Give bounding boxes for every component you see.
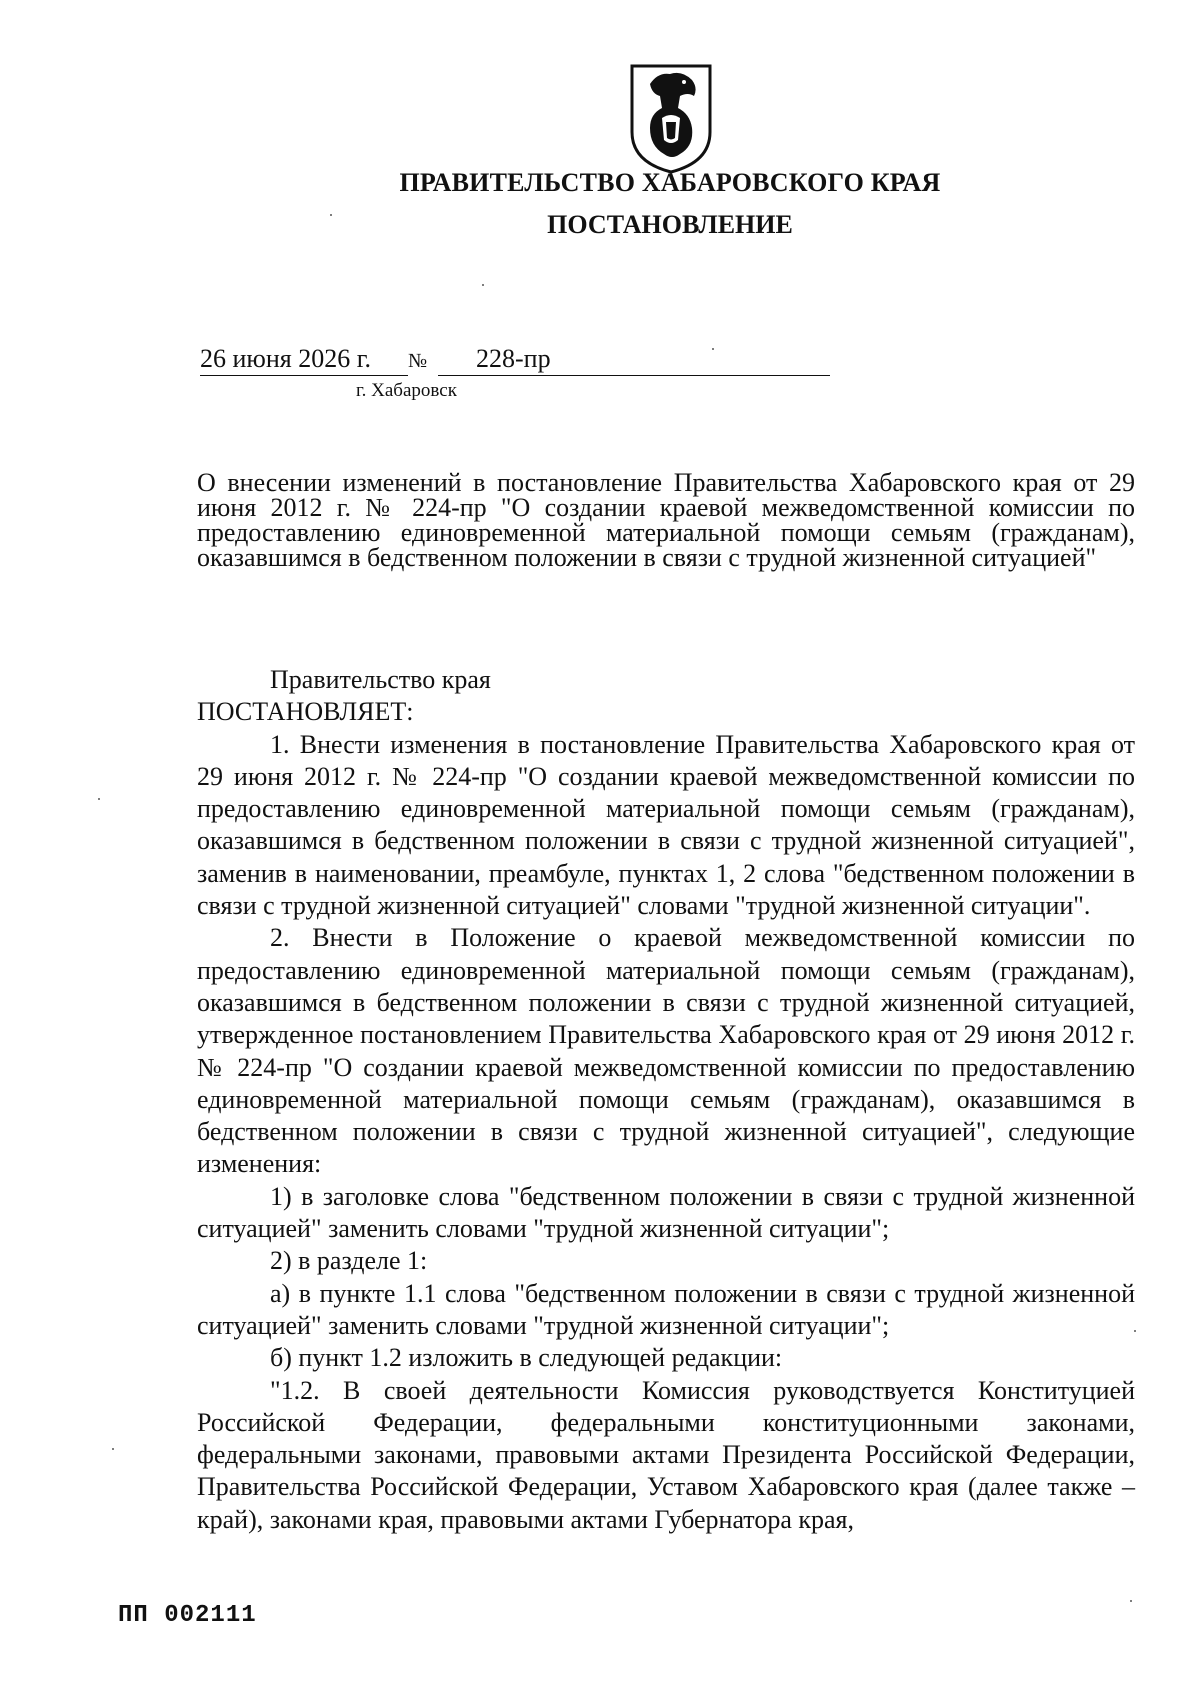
scan-speck [112,1448,114,1450]
paragraph-2-2-a: а) в пункте 1.1 слова "бедственном положении в связи с трудной жизненной ситуацией" заменить словами "трудной жизненной ситуации"; [197,1278,1135,1340]
organization-title: ПРАВИТЕЛЬСТВО ХАБАРОВСКОГО КРАЯ [399,168,941,197]
date-underline [200,375,408,376]
document-date: 26 июня 2026 г. [200,344,371,373]
decree-word: ПОСТАНОВЛЯЕТ: [197,697,414,727]
document-subject: О внесении изменений в постановление Правительства Хабаровского края от 29 июня 2012 г. № 224-пр "О создании краевой межведомственной комиссии по предоставлению единовременной материальной помощи семьям (гражданам), оказавшимся в бедственном положении в связи с трудной жизненной ситуацией" [197,468,1135,572]
scan-speck [1130,1600,1132,1602]
number-underline [438,375,830,376]
scan-speck [98,798,100,800]
scan-speck [1134,1330,1136,1332]
scan-speck [712,348,714,350]
registration-line [200,344,551,374]
document-body [197,664,1135,1536]
body-lead: Правительство края [270,665,491,694]
paragraph-2-2: 2) в разделе 1: [270,1246,428,1276]
document-number: 228-пр [476,344,551,373]
paragraph-2-2-b: б) пункт 1.2 изложить в следующей редакции: [270,1343,783,1373]
paragraph-2: 2. Внести в Положение о краевой межведомственной комиссии по предоставлению единовременной материальной помощи семьям (гражданам), оказавшимся в бедственном положении в связи с трудной жизненной ситуацией, утвержденное постановлением Правительства Хабаровского края от 29 июня 2012 г. № 224-пр "О создании краевой межведомственной комиссии по предоставлению единовременной материальной помощи семьям (гражданам), оказавшимся в бедственном положении в связи с трудной жизненной ситуацией", следующие изменения: [197,923,1135,1179]
document-city: г. Хабаровск [356,380,457,401]
coat-of-arms-icon [628,62,714,174]
document-type: ПОСТАНОВЛЕНИЕ [547,210,793,239]
paragraph-1-2-text: "1.2. В своей деятельности Комиссия руководствуется Конституцией Российской Федерации, федеральными конституционными законами, федеральными законами, правовыми актами Президента Российской Федерации, Правительства Российской Федерации, Уставом Хабаровского края (далее также – край), законами края, правовыми актами Губернатора края, [197,1375,1135,1534]
form-code: ПП 002111 [118,1602,257,1629]
scan-speck [330,214,332,216]
scan-speck [482,284,484,286]
paragraph-1: 1. Внести изменения в постановление Правительства Хабаровского края от 29 июня 2012 г. № 224-пр "О создании краевой межведомственной комиссии по предоставлению единовременной материальной помощи семьям (гражданам), оказавшимся в бедственном положении в связи с трудной жизненной ситуацией", заменив в наименовании, преамбуле, пунктах 1, 2 слова "бедственном положении в связи с трудной жизненной ситуацией" словами "трудной жизненной ситуации". [197,729,1135,921]
number-sign: № [408,350,428,372]
paragraph-2-1: 1) в заголовке слова "бедственном положении в связи с трудной жизненной ситуацией" заменить словами "трудной жизненной ситуации"; [197,1181,1135,1244]
